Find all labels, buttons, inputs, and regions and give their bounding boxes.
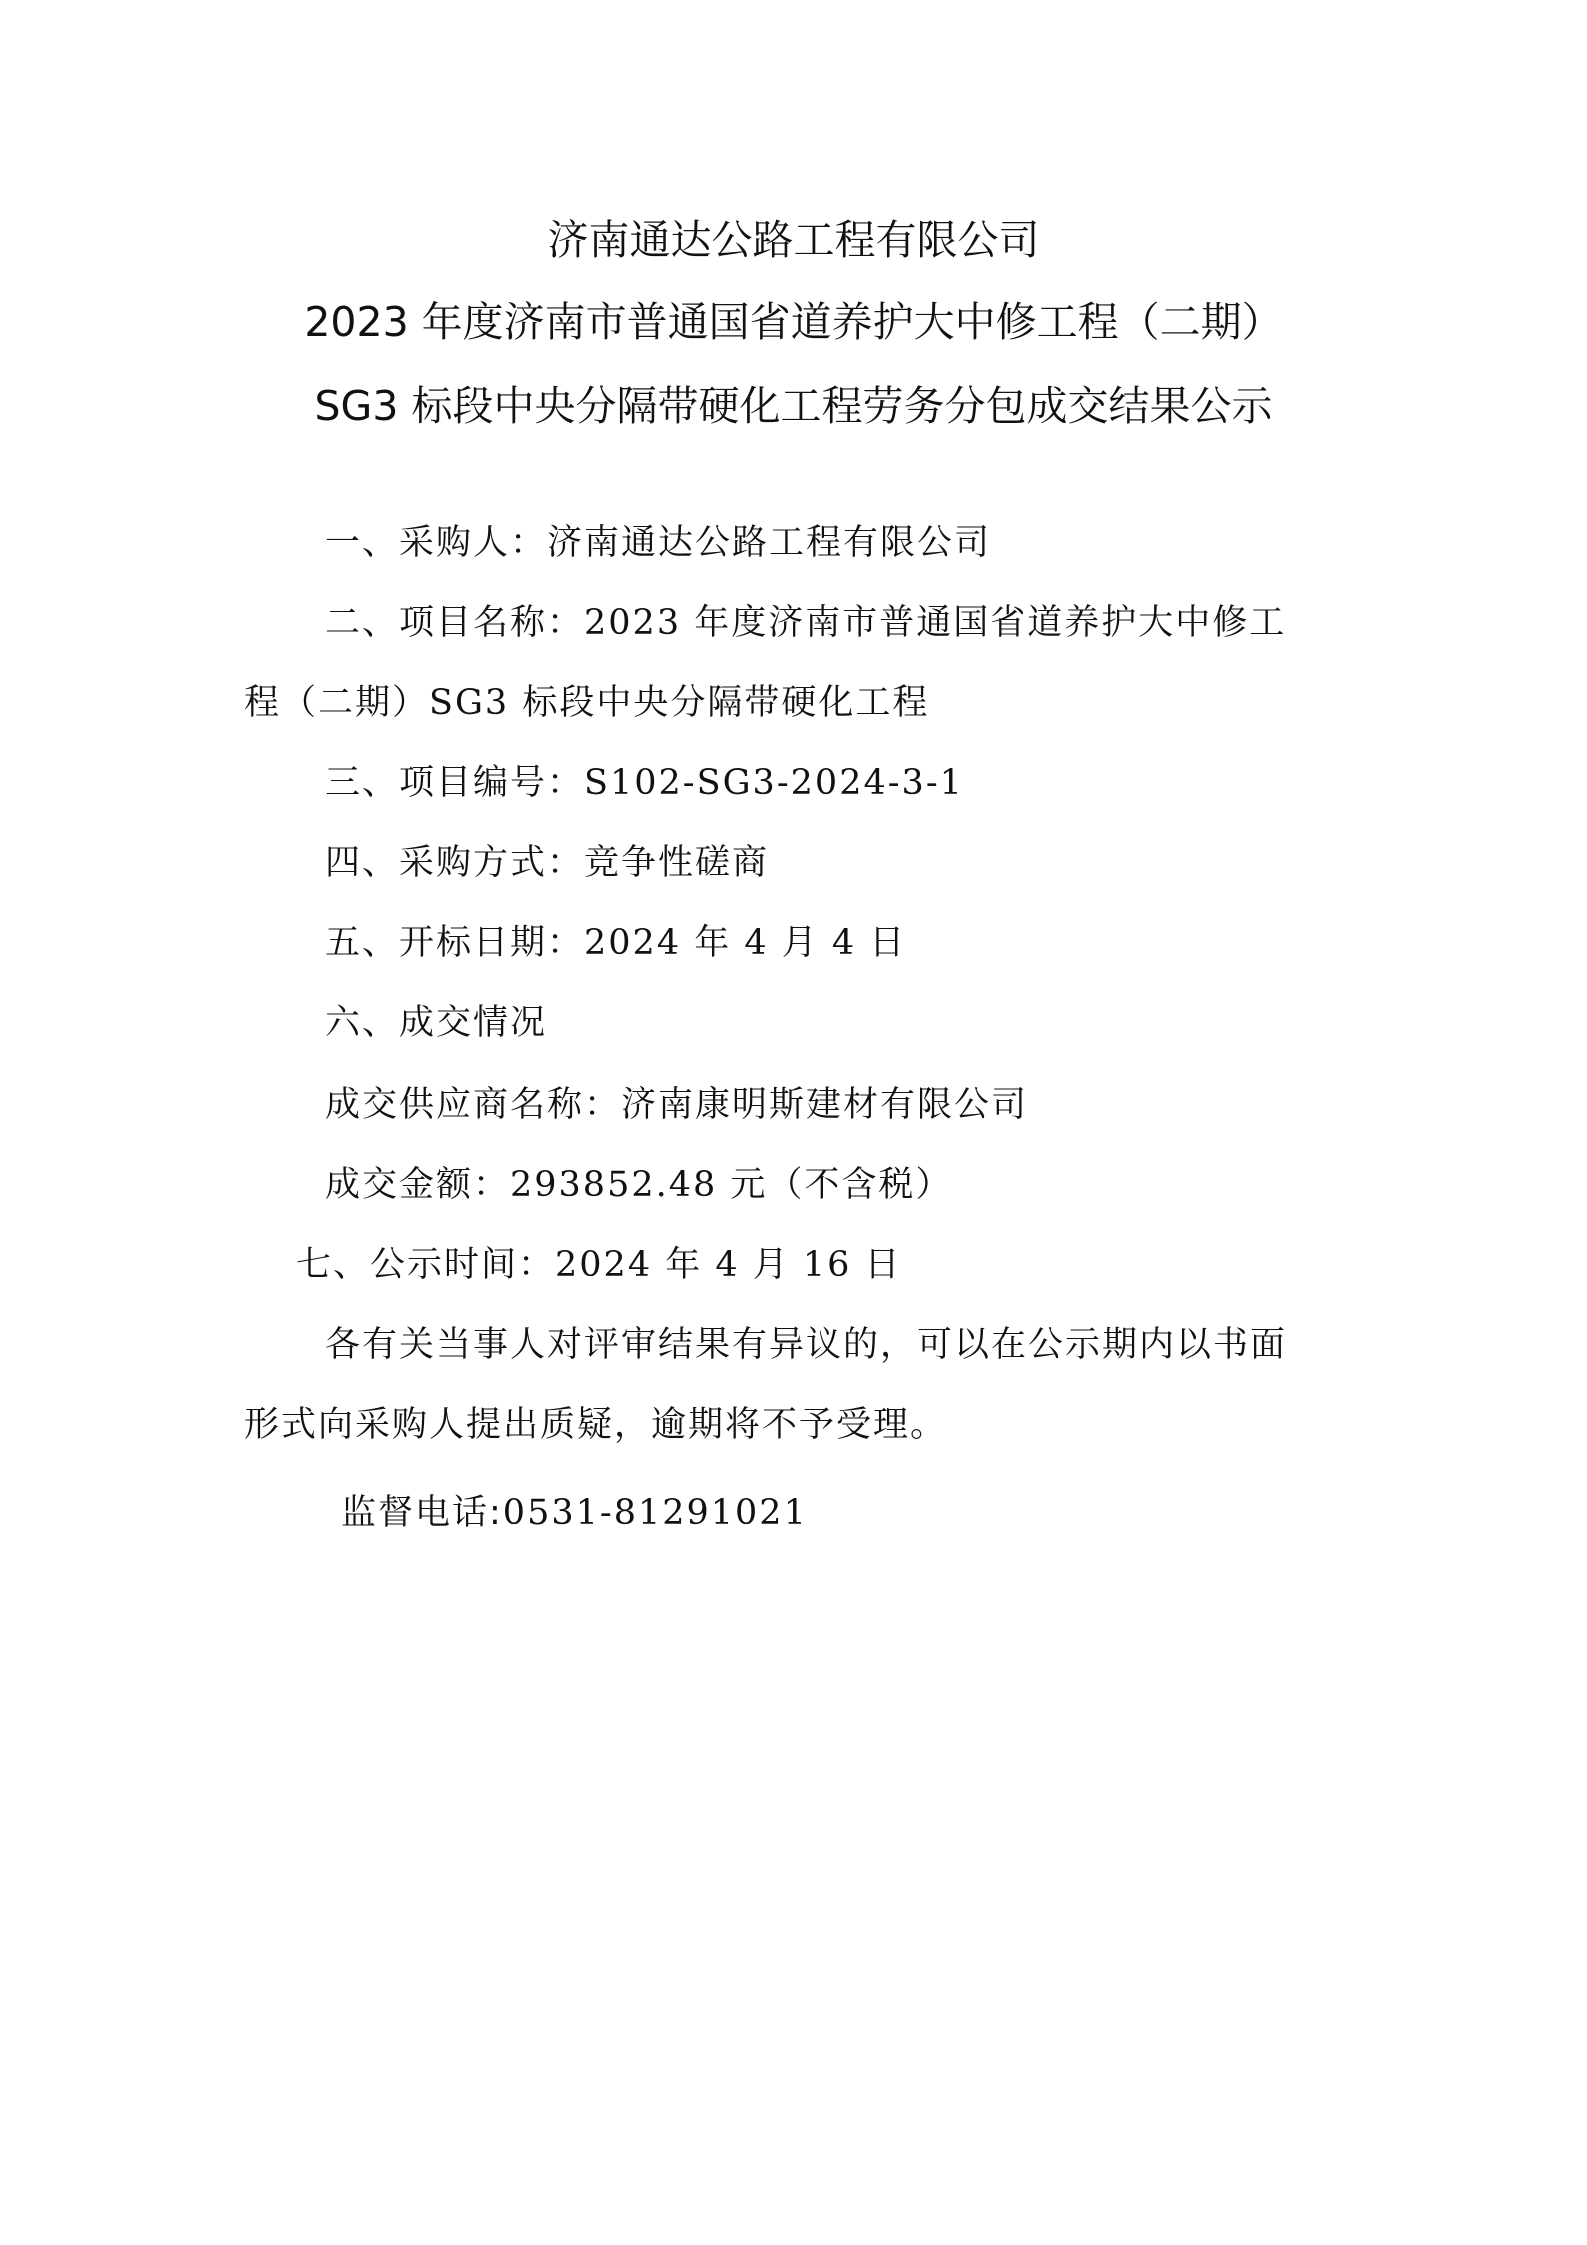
supplier-line: 成交供应商名称：济南康明斯建材有限公司 <box>325 1085 1029 1125</box>
method-row <box>325 840 769 886</box>
purchaser-label: 一、采购人： <box>325 523 548 563</box>
bid-date-value: 2024 年 4 月 4 日 <box>584 923 907 963</box>
publicity-value: 2024 年 4 月 16 日 <box>555 1245 902 1285</box>
project-name-row-cont <box>244 680 929 726</box>
bid-date-row <box>325 920 906 966</box>
method-label: 四、采购方式： <box>325 843 585 883</box>
project-name-value-2: 程（二期）SG3 标段中央分隔带硬化工程 <box>244 683 930 723</box>
purchaser-value: 济南通达公路工程有限公司 <box>547 523 992 563</box>
publicity-row <box>296 1242 902 1288</box>
method-value: 竞争性磋商 <box>584 843 770 883</box>
title-announcement: SG3 标段中央分隔带硬化工程劳务分包成交结果公示 <box>314 382 1273 430</box>
project-no-label: 三、项目编号： <box>325 763 585 803</box>
purchaser-row <box>325 520 991 566</box>
notice-line-1: 各有关当事人对评审结果有异议的，可以在公示期内以书面 <box>325 1325 1288 1365</box>
project-no-value: S102-SG3-2024-3-1 <box>584 763 964 803</box>
deal-heading: 六、成交情况 <box>325 1003 548 1043</box>
publicity-label: 七、公示时间： <box>296 1245 556 1285</box>
phone-row <box>341 1490 808 1536</box>
phone-label: 监督电话: <box>341 1493 503 1533</box>
title-project: 2023 年度济南市普通国省道养护大中修工程（二期） <box>304 298 1283 346</box>
project-name-row <box>325 600 1286 646</box>
project-no-row <box>325 760 964 806</box>
title-company: 济南通达公路工程有限公司 <box>547 216 1040 264</box>
phone-value: 0531-81291021 <box>502 1493 808 1533</box>
project-name-label: 二、项目名称： <box>325 603 585 643</box>
bid-date-label: 五、开标日期： <box>325 923 585 963</box>
notice-line-2: 形式向采购人提出质疑，逾期将不予受理。 <box>244 1405 948 1445</box>
amount-line: 成交金额：293852.48 元（不含税） <box>325 1165 953 1205</box>
project-name-value-1: 2023 年度济南市普通国省道养护大中修工 <box>584 603 1287 643</box>
